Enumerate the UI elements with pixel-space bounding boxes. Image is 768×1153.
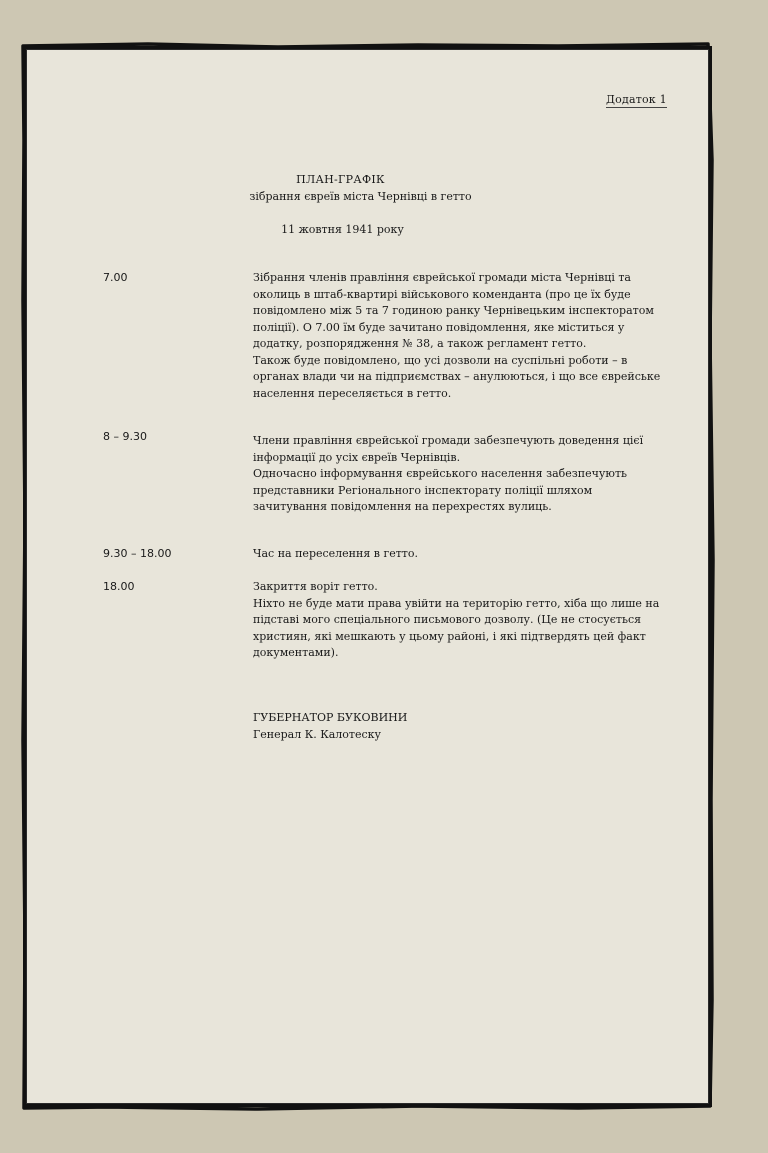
document-date: 11 жовтня 1941 року xyxy=(281,223,404,236)
schedule-paragraph: Закриття воріт гетто. xyxy=(253,580,378,593)
schedule-paragraph: Час на переселення в гетто. xyxy=(253,547,419,560)
schedule-text xyxy=(253,270,668,402)
schedule-paragraph: Одночасно інформування єврейського населення забезпечують представники Регіонального інспекторату поліції шляхом зачитування повідомлення на перехрестях вулиць. xyxy=(253,467,628,513)
document-subtitle: зібрання євреїв міста Чернівці в гетто xyxy=(249,190,472,203)
schedule-time: 18.00 xyxy=(103,580,135,593)
schedule-time: 8 – 9.30 xyxy=(103,430,147,443)
schedule-text xyxy=(253,546,668,563)
schedule-paragraph: Члени правління єврейської громади забезпечують доведення цієї інформації до усіх євреїв Чернівців. xyxy=(253,434,644,464)
schedule-text xyxy=(253,579,668,662)
signature-block xyxy=(253,709,407,743)
document-page xyxy=(23,46,712,1107)
schedule-text xyxy=(253,433,668,516)
schedule-time: 7.00 xyxy=(103,271,128,284)
schedule-paragraph: Зібрання членів правління єврейської громади міста Чернівці та околиць в штаб-квартирі військового коменданта (про це їх буде повідомлено між 5 та 7 годиною ранку Чернівецьким інспекторатом поліції). О 7.00 їм буде зачитано повідомлення, яке міститься у додатку, розпорядження № 38, а також регламент гетто. xyxy=(253,271,654,350)
document-title: ПЛАН-ГРАФІК xyxy=(296,173,385,186)
schedule-paragraph: Ніхто не буде мати права увійти на територію гетто, хіба що лише на підставі мого спеціального письмового дозволу. (Це не стосується християн, які мешкають у цьому районі, і які підтвердять цей факт документами). xyxy=(253,596,660,659)
signature-position: ГУБЕРНАТОР БУКОВИНИ xyxy=(253,711,408,724)
annex-label: Додаток 1 xyxy=(606,93,667,106)
signature-name: Генерал К. Калотеску xyxy=(253,728,382,741)
schedule-time: 9.30 – 18.00 xyxy=(103,547,172,560)
schedule-paragraph: Також буде повідомлено, що усі дозволи на суспільні роботи – в органах влади чи на підприємствах – анулюються, і що все єврейське населення переселяється в гетто. xyxy=(253,353,661,400)
